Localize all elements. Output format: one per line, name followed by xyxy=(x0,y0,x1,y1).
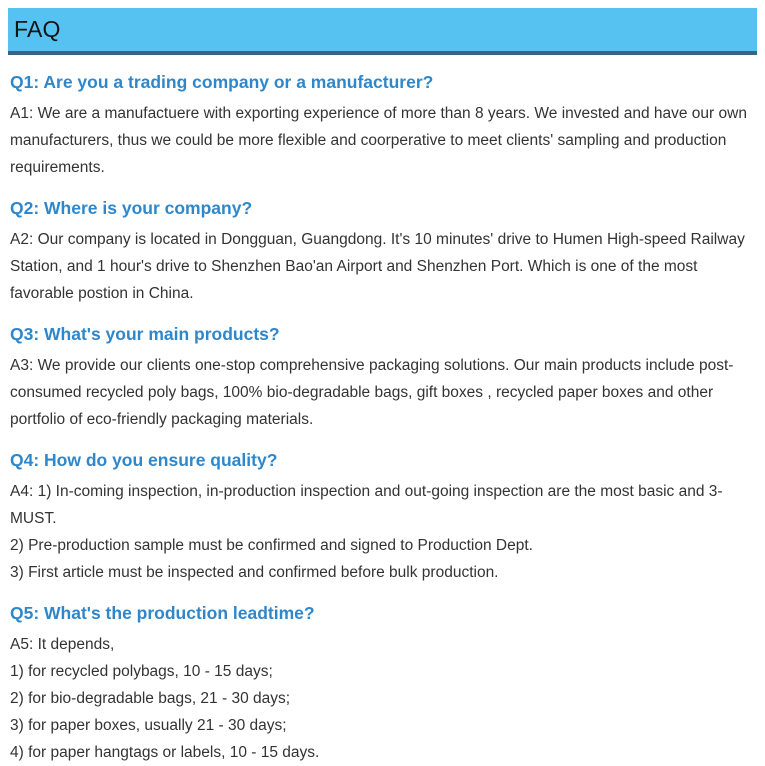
faq-answer-line: 4) for paper hangtags or labels, 10 - 15 days. xyxy=(10,744,320,761)
faq-item-q2 xyxy=(10,197,757,307)
faq-item-q3 xyxy=(10,323,757,433)
faq-answer-line: A1: We are a manufactuere with exporting experience of more than 8 years. We invested and have our own manufacturers, thus we could be more flexible and coorperative to meet clients' sampling and production requirements. xyxy=(10,105,747,176)
faq-item-q4 xyxy=(10,449,757,586)
faq-answer-line: 2) for bio-degradable bags, 21 - 30 days; xyxy=(10,690,291,707)
faq-question: Q4: How do you ensure quality? xyxy=(10,450,278,470)
faq-answer-line: A4: 1) In-coming inspection, in-production inspection and out-going inspection are the most basic and 3-MUST. xyxy=(10,483,723,527)
faq-question: Q1: Are you a trading company or a manufacturer? xyxy=(10,72,434,92)
faq-answer-line: 3) First article must be inspected and confirmed before bulk production. xyxy=(10,564,499,581)
faq-question: Q5: What's the production leadtime? xyxy=(10,603,315,623)
faq-item-q5 xyxy=(10,602,757,766)
faq-answer-line: 3) for paper boxes, usually 21 - 30 days; xyxy=(10,717,287,734)
faq-question: Q2: Where is your company? xyxy=(10,198,253,218)
faq-section-header xyxy=(8,8,757,55)
faq-answer-line: A3: We provide our clients one-stop comprehensive packaging solutions. Our main products include post-consumed recycled poly bags, 100% bio-degradable bags, gift boxes , recycled paper boxes and other portfolio of eco-friendly packaging materials. xyxy=(10,357,734,428)
faq-question: Q3: What's your main products? xyxy=(10,324,280,344)
faq-answer-line: 1) for recycled polybags, 10 - 15 days; xyxy=(10,663,273,680)
faq-content xyxy=(8,71,757,766)
faq-section-title: FAQ xyxy=(14,16,61,42)
faq-answer-line: A5: It depends, xyxy=(10,636,115,653)
faq-item-q1 xyxy=(10,71,757,181)
faq-answer-line: A2: Our company is located in Dongguan, Guangdong. It's 10 minutes' drive to Humen High-speed Railway Station, and 1 hour's drive to Shenzhen Bao'an Airport and Shenzhen Port. Which is one of the most favorable postion in China. xyxy=(10,231,745,302)
faq-answer-line: 2) Pre-production sample must be confirmed and signed to Production Dept. xyxy=(10,537,533,554)
